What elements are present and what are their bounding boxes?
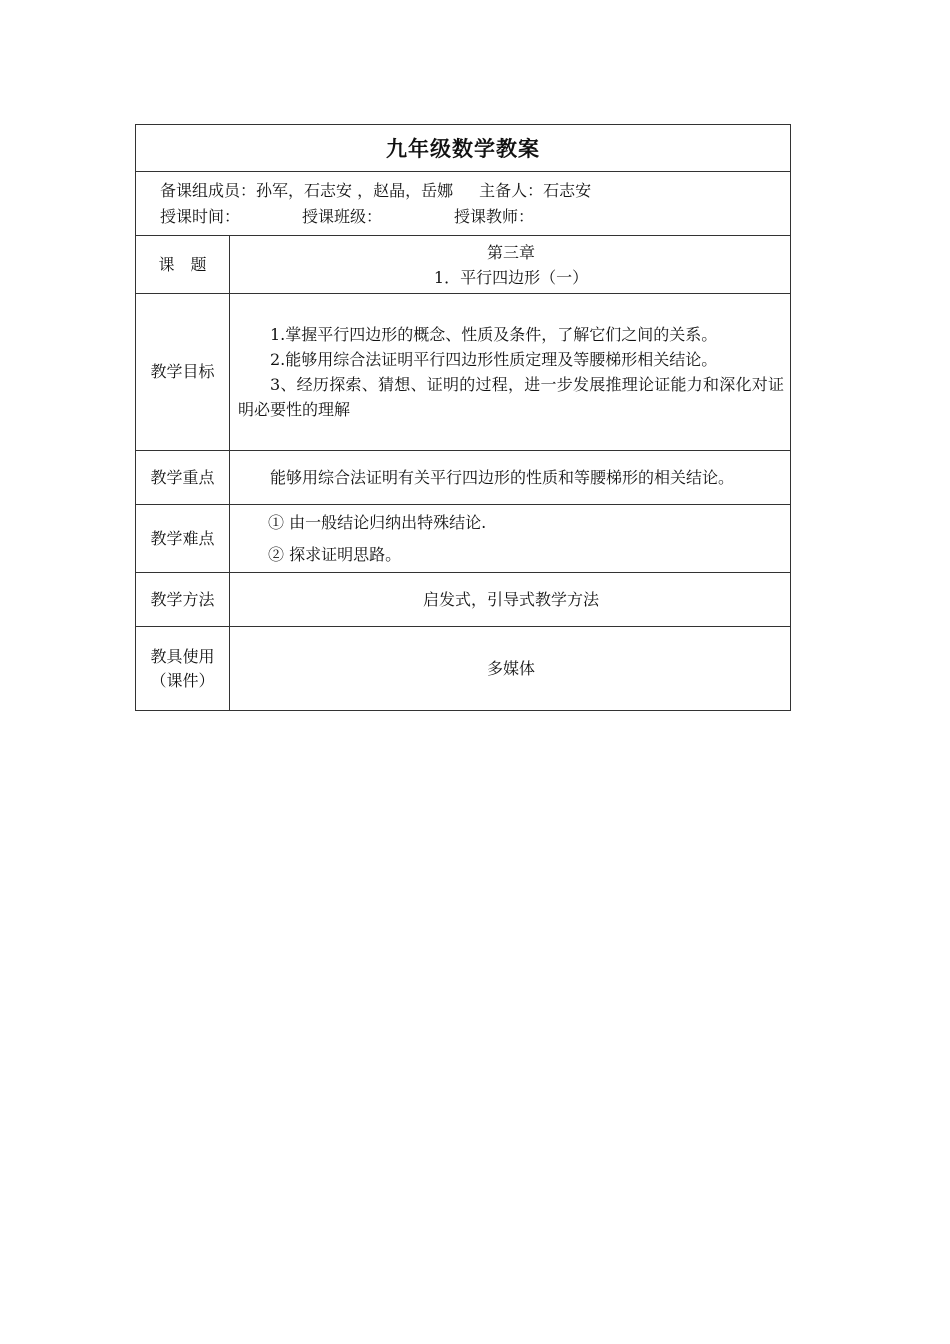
method-content: 启发式，引导式教学方法 <box>230 573 791 627</box>
lead-value: 石志安 <box>543 180 592 200</box>
difficulty-content <box>230 505 791 573</box>
tools-content: 多媒体 <box>230 627 791 711</box>
difficulty-item: ② 探求证明思路。 <box>268 544 402 564</box>
members-line <box>160 178 790 204</box>
method-label: 教学方法 <box>136 573 230 627</box>
goals-content <box>230 294 791 451</box>
schedule-line <box>160 204 790 230</box>
difficulty-item: ① 由一般结论归纳出特殊结论. <box>268 512 487 532</box>
topic-chapter: 第三章 <box>486 242 535 262</box>
key-points-text: 能够用综合法证明有关平行四边形的性质和等腰梯形的相关结论。 <box>270 468 735 487</box>
key-points-label: 教学重点 <box>136 451 230 505</box>
tools-label-line2: （课件） <box>150 670 215 690</box>
members-value: 孙军，石志安 ，赵晶，岳娜 <box>256 180 454 200</box>
lesson-plan-table <box>135 124 791 711</box>
class-label: 授课班级： <box>302 206 383 226</box>
goals-row <box>136 294 791 451</box>
goals-label: 教学目标 <box>136 294 230 451</box>
topic-lesson: 1．平行四边形（一） <box>433 267 589 287</box>
difficulty-label: 教学难点 <box>136 505 230 573</box>
difficulty-row <box>136 505 791 573</box>
topic-row <box>136 236 791 294</box>
lead-label: 主备人： <box>479 180 544 200</box>
topic-label: 课 题 <box>136 236 230 294</box>
tools-label <box>136 627 230 711</box>
goal-item: 3、经历探索、猜想、证明的过程，进一步发展推理论证能力和深化对证明必要性的理解 <box>238 375 784 419</box>
tools-label-line1: 教具使用 <box>150 646 215 666</box>
topic-content <box>230 236 791 294</box>
header-info <box>136 172 791 236</box>
key-points-content <box>230 451 791 505</box>
goal-item: 1.掌握平行四边形的概念、性质及条件，了解它们之间的关系。 <box>270 325 718 344</box>
teacher-label: 授课教师： <box>454 206 535 226</box>
document-title: 九年级数学教案 <box>136 125 791 172</box>
goal-item: 2.能够用综合法证明平行四边形性质定理及等腰梯形相关结论。 <box>270 350 718 369</box>
members-label: 备课组成员： <box>160 180 257 200</box>
key-points-row <box>136 451 791 505</box>
time-label: 授课时间： <box>160 206 241 226</box>
tools-row <box>136 627 791 711</box>
method-row <box>136 573 791 627</box>
